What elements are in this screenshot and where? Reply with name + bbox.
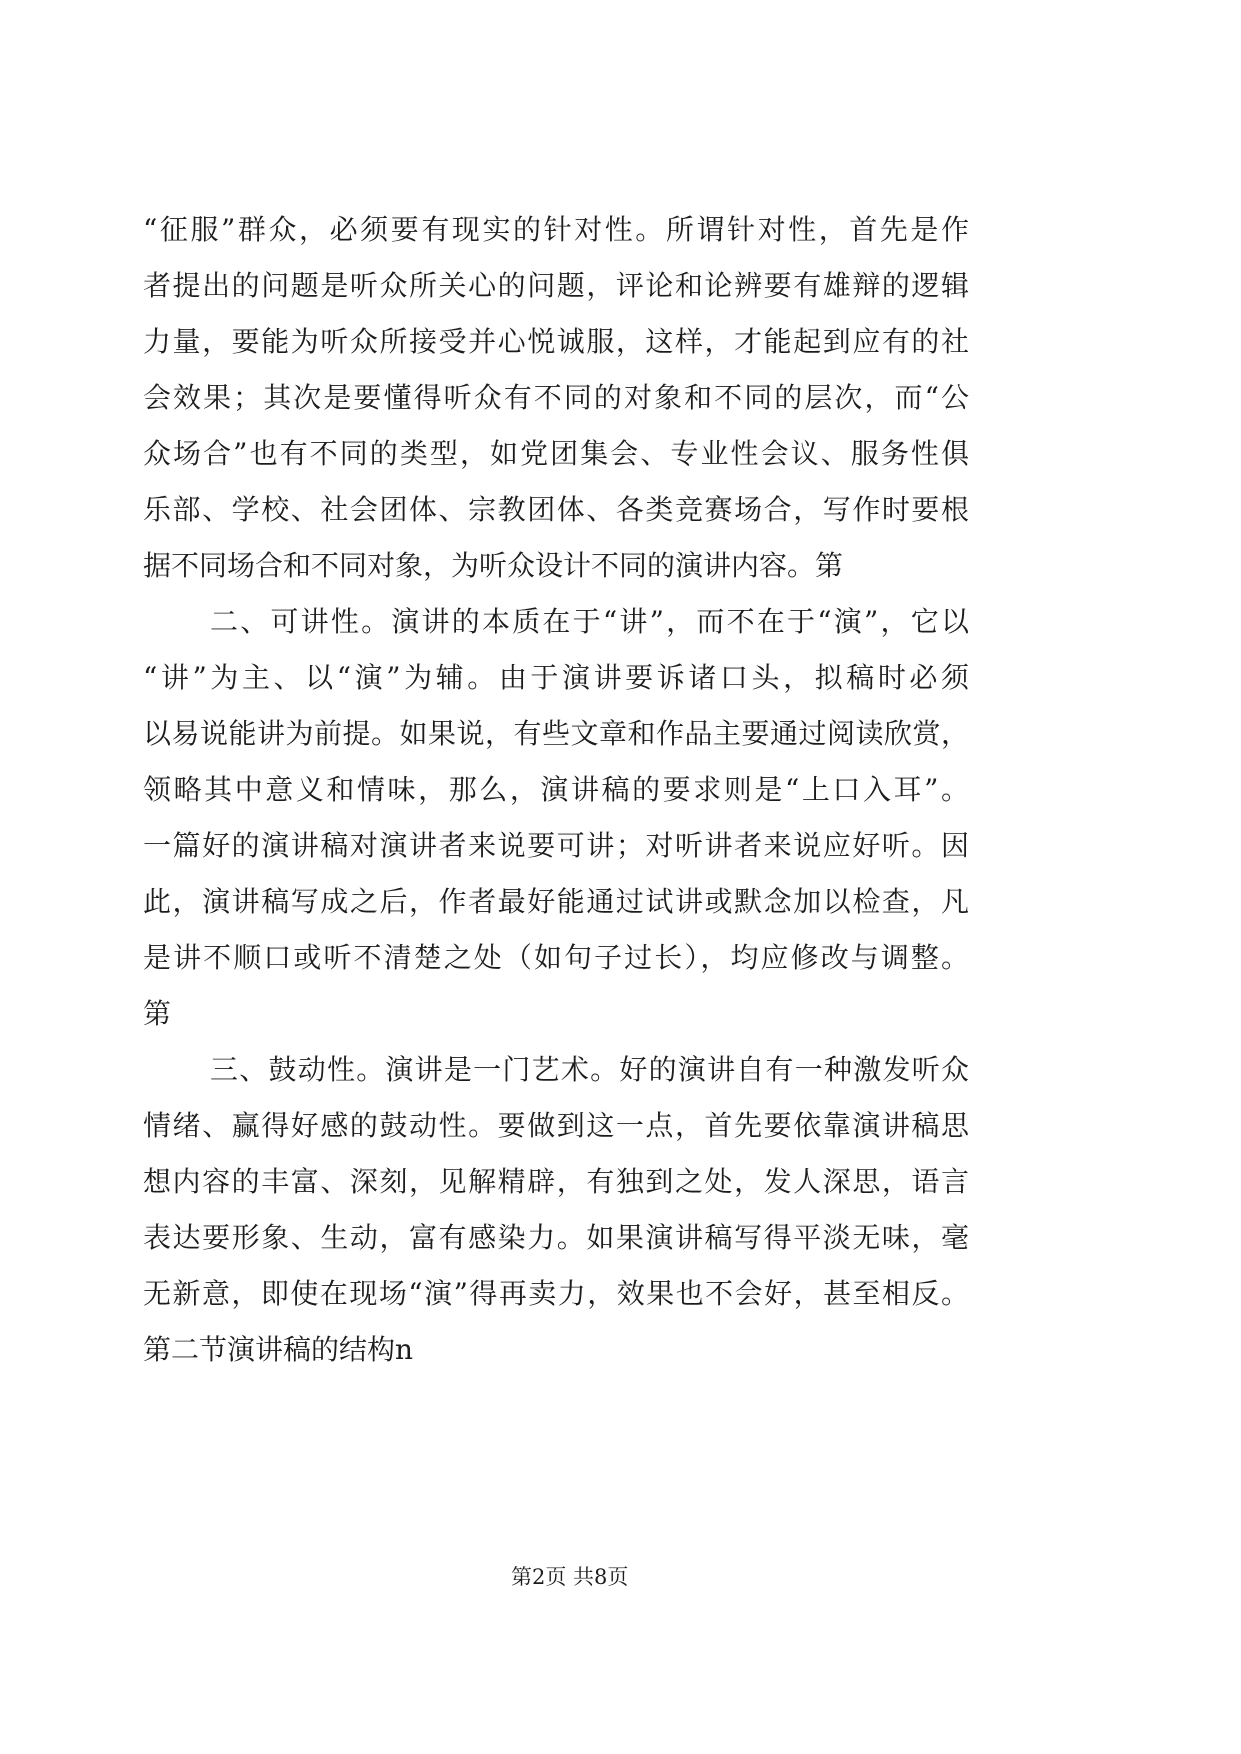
text-line: 领略其中意义和情味，那么，演讲稿的要求则是“上口入耳”。	[143, 773, 969, 806]
text-line: 第	[143, 997, 172, 1030]
paragraph-1	[143, 202, 969, 594]
text-line: 情绪、赢得好感的鼓动性。要做到这一点，首先要依靠演讲稿思	[143, 1109, 969, 1142]
text-line: 二、可讲性。演讲的本质在于“讲”，而不在于“演”，它以	[210, 605, 969, 638]
paragraph-2	[143, 594, 969, 1042]
page-footer: 第2页 共8页	[511, 1565, 629, 1589]
text-line: “讲”为主、以“演”为辅。由于演讲要诉诸口头，拟稿时必须	[143, 661, 969, 694]
text-line: 三、鼓动性。演讲是一门艺术。好的演讲自有一种激发听众	[210, 1053, 969, 1086]
text-line: 乐部、学校、社会团体、宗教团体、各类竞赛场合，写作时要根	[143, 493, 969, 526]
text-line: 此，演讲稿写成之后，作者最好能通过试讲或默念加以检查，凡	[143, 885, 969, 918]
text-line: 力量，要能为听众所接受并心悦诚服，这样，才能起到应有的社	[143, 325, 969, 358]
paragraph-3	[143, 1042, 969, 1378]
text-line: 一篇好的演讲稿对演讲者来说要可讲；对听讲者来说应好听。因	[143, 829, 969, 862]
text-line: 无新意，即使在现场“演”得再卖力，效果也不会好，甚至相反。	[143, 1277, 969, 1310]
text-line: 是讲不顺口或听不清楚之处（如句子过长），均应修改与调整。	[143, 941, 969, 974]
document-body	[143, 202, 969, 1378]
text-line: “征服”群众，必须要有现实的针对性。所谓针对性，首先是作	[143, 213, 969, 246]
text-line: 据不同场合和不同对象，为听众设计不同的演讲内容。第	[143, 549, 844, 582]
text-line: 者提出的问题是听众所关心的问题，评论和论辨要有雄辩的逻辑	[143, 269, 969, 302]
text-line: 会效果；其次是要懂得听众有不同的对象和不同的层次，而“公	[143, 381, 969, 414]
text-line: 以易说能讲为前提。如果说，有些文章和作品主要通过阅读欣赏，	[143, 717, 969, 750]
text-line: 众场合”也有不同的类型，如党团集会、专业性会议、服务性俱	[143, 437, 969, 470]
text-line: 想内容的丰富、深刻，见解精辟，有独到之处，发人深思，语言	[143, 1165, 969, 1198]
text-line: 表达要形象、生动，富有感染力。如果演讲稿写得平淡无味，毫	[143, 1221, 969, 1254]
section-heading-line: 第二节演讲稿的结构n	[143, 1333, 414, 1366]
